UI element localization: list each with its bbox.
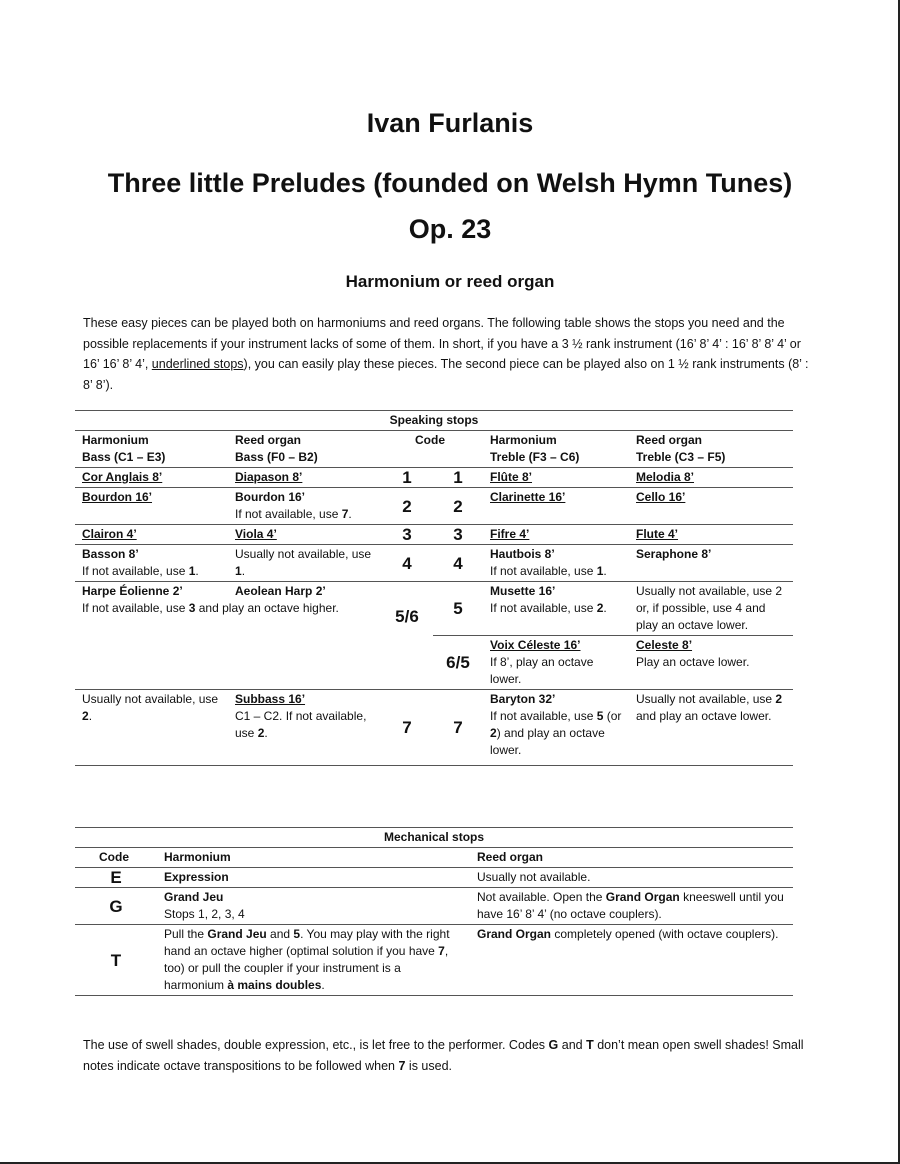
intro-paragraph: [83, 313, 813, 395]
table-row: [75, 525, 793, 545]
table-row: [75, 468, 793, 488]
mechanical-stops-header: [75, 848, 793, 868]
intro-text-b: ), you can easily play these pieces. The second piece can be played also on 1 ½ rank instruments (8’ : 8’ 8’).: [83, 357, 809, 392]
stop-code: 1: [433, 468, 483, 488]
stop-note: If not available, use 2.: [490, 601, 607, 615]
stop-name: Cor Anglais 8’: [75, 468, 228, 488]
stop-note: If not available, use 1.: [490, 564, 607, 578]
header-reed-treble: Reed organ Treble (C3 – F5): [629, 431, 793, 468]
table-row: [75, 868, 793, 888]
stop-name: Celeste 8’: [636, 638, 693, 652]
stop-note: Usually not available, use 2 and play an octave lower.: [636, 692, 783, 723]
mechanical-stops-table: [75, 827, 793, 996]
speaking-stops-table: [75, 410, 793, 766]
cell: [75, 545, 228, 582]
stop-name: Musette 16’: [490, 584, 556, 598]
header-reed-bass: Reed organ Bass (F0 – B2): [228, 431, 381, 468]
stop-name: Voix Céleste 16’: [490, 638, 581, 652]
stop-name: Melodia 8’: [629, 468, 793, 488]
stop-name: Bourdon 16’: [235, 490, 306, 504]
stop-code: 3: [433, 525, 483, 545]
stop-note: If not available, use 7.: [235, 507, 352, 521]
mech-harmonium: Expression: [157, 868, 470, 888]
header-code: Code: [381, 431, 483, 468]
stop-name: Diapason 8’: [228, 468, 381, 488]
cell: [629, 690, 793, 766]
mech-reed: Usually not available.: [470, 868, 793, 888]
work-title: Three little Preludes (founded on Welsh Hymn Tunes): [107, 168, 793, 198]
stop-code: 4: [381, 545, 433, 582]
stop-code: 4: [433, 545, 483, 582]
stop-note: If not available, use 1.: [82, 564, 199, 578]
mechanical-stops-caption: Mechanical stops: [75, 828, 793, 848]
intro-text-a: These easy pieces can be played both on harmoniums and reed organs. The following table shows the stops you need and the possible replacements if your instrument lacks of some of them. In short, if you have a 3 ½ rank instrument (16’ 8’ 4’ : 16’ 8’ 8’ 4’ or 16’ 16’ 8’ 4’,: [83, 316, 801, 371]
cell: [228, 690, 381, 766]
stop-code: 3: [381, 525, 433, 545]
stop-name: Aeolean Harp 2’: [235, 584, 326, 598]
stop-code: 2: [381, 488, 433, 525]
header-reed: Reed organ: [470, 848, 793, 868]
header-harmonium-bass: Harmonium Bass (C1 – E3): [75, 431, 228, 468]
stop-name: Flute 4’: [629, 525, 793, 545]
stop-name: Hautbois 8’: [490, 547, 555, 561]
speaking-stops-header: [75, 431, 793, 468]
cell: [75, 488, 228, 525]
cell: [228, 488, 381, 525]
stop-name: Basson 8’: [82, 547, 139, 561]
cell: [629, 582, 793, 636]
table-row: [75, 545, 793, 582]
intro-underlined-stops: underlined stops: [151, 357, 244, 371]
stop-note: Usually not available, use 2 or, if possible, use 4 and play an octave lower.: [636, 584, 783, 632]
table-row: [75, 690, 793, 766]
cell: [483, 488, 629, 525]
stop-name: Cello 16’: [636, 490, 686, 504]
footer-paragraph: The use of swell shades, double expression, etc., is let free to the performer. Codes G and T don’t mean open swell shades! Small notes indicate octave transpositions to be followed when 7 is used.: [83, 1038, 804, 1073]
header-harmonium: Harmonium: [157, 848, 470, 868]
instrumentation-subtitle: Harmonium or reed organ: [345, 272, 555, 291]
mech-code: T: [75, 925, 157, 996]
stop-note: If not available, use 5 (or 2) and play an octave lower.: [490, 709, 622, 757]
stop-name: Viola 4’: [228, 525, 381, 545]
stop-name: Seraphone 8’: [636, 547, 712, 561]
table-row: [75, 925, 793, 996]
cell: [629, 636, 793, 690]
cell: [75, 690, 228, 766]
stop-name: Clarinette 16’: [490, 490, 566, 504]
cell: [483, 690, 629, 766]
table-row: [75, 488, 793, 525]
stop-note: C1 – C2. If not available, use 2.: [235, 709, 367, 740]
cell: [483, 636, 629, 690]
stop-code: 6/5: [433, 636, 483, 690]
stop-name: Subbass 16’: [235, 692, 306, 706]
table-row: [75, 582, 793, 636]
header-harmonium-treble: Harmonium Treble (F3 – C6): [483, 431, 629, 468]
stop-note: Usually not available, use 2.: [82, 692, 219, 723]
stop-name: Flûte 8’: [483, 468, 629, 488]
mech-harmonium: Grand Jeu Stops 1, 2, 3, 4: [157, 888, 470, 925]
stop-code: 1: [381, 468, 433, 488]
composer-name: Ivan Furlanis: [366, 108, 534, 138]
stop-note: Play an octave lower.: [636, 655, 750, 669]
stop-name: Fifre 4’: [483, 525, 629, 545]
mech-harmonium: Pull the Grand Jeu and 5. You may play with the right hand an octave higher (optimal solution if you have 7, too) or pull the coupler if your instrument is a harmonium à mains doubles.: [157, 925, 470, 996]
stop-name: Harpe Éolienne 2’: [82, 584, 183, 598]
mech-code: G: [75, 888, 157, 925]
stop-name: Bourdon 16’: [82, 490, 153, 504]
stop-code: 5/6: [381, 582, 433, 690]
mech-reed: Not available. Open the Grand Organ kneeswell until you have 16’ 8’ 4’ (no octave couplers).: [470, 888, 793, 925]
stop-code: 2: [433, 488, 483, 525]
cell: [629, 545, 793, 582]
stop-code: 5: [433, 582, 483, 636]
stop-name: Baryton 32’: [490, 692, 556, 706]
cell: [483, 545, 629, 582]
cell: [483, 582, 629, 636]
cell: [629, 488, 793, 525]
stop-note: If not available, use 3 and play an octave higher.: [82, 601, 339, 615]
stop-code: 7: [433, 690, 483, 766]
stop-note: If 8’, play an octave lower.: [490, 655, 594, 686]
mech-code: E: [75, 868, 157, 888]
opus-number: Op. 23: [408, 214, 492, 244]
table-row: [75, 888, 793, 925]
stop-name: Clairon 4’: [75, 525, 228, 545]
cell: [228, 545, 381, 582]
stop-code: 7: [381, 690, 433, 766]
cell: [75, 582, 381, 690]
stop-note: Usually not available, use 1.: [235, 547, 372, 578]
header-code: Code: [75, 848, 157, 868]
mech-reed: Grand Organ completely opened (with octave couplers).: [470, 925, 793, 996]
speaking-stops-caption: Speaking stops: [75, 411, 793, 431]
